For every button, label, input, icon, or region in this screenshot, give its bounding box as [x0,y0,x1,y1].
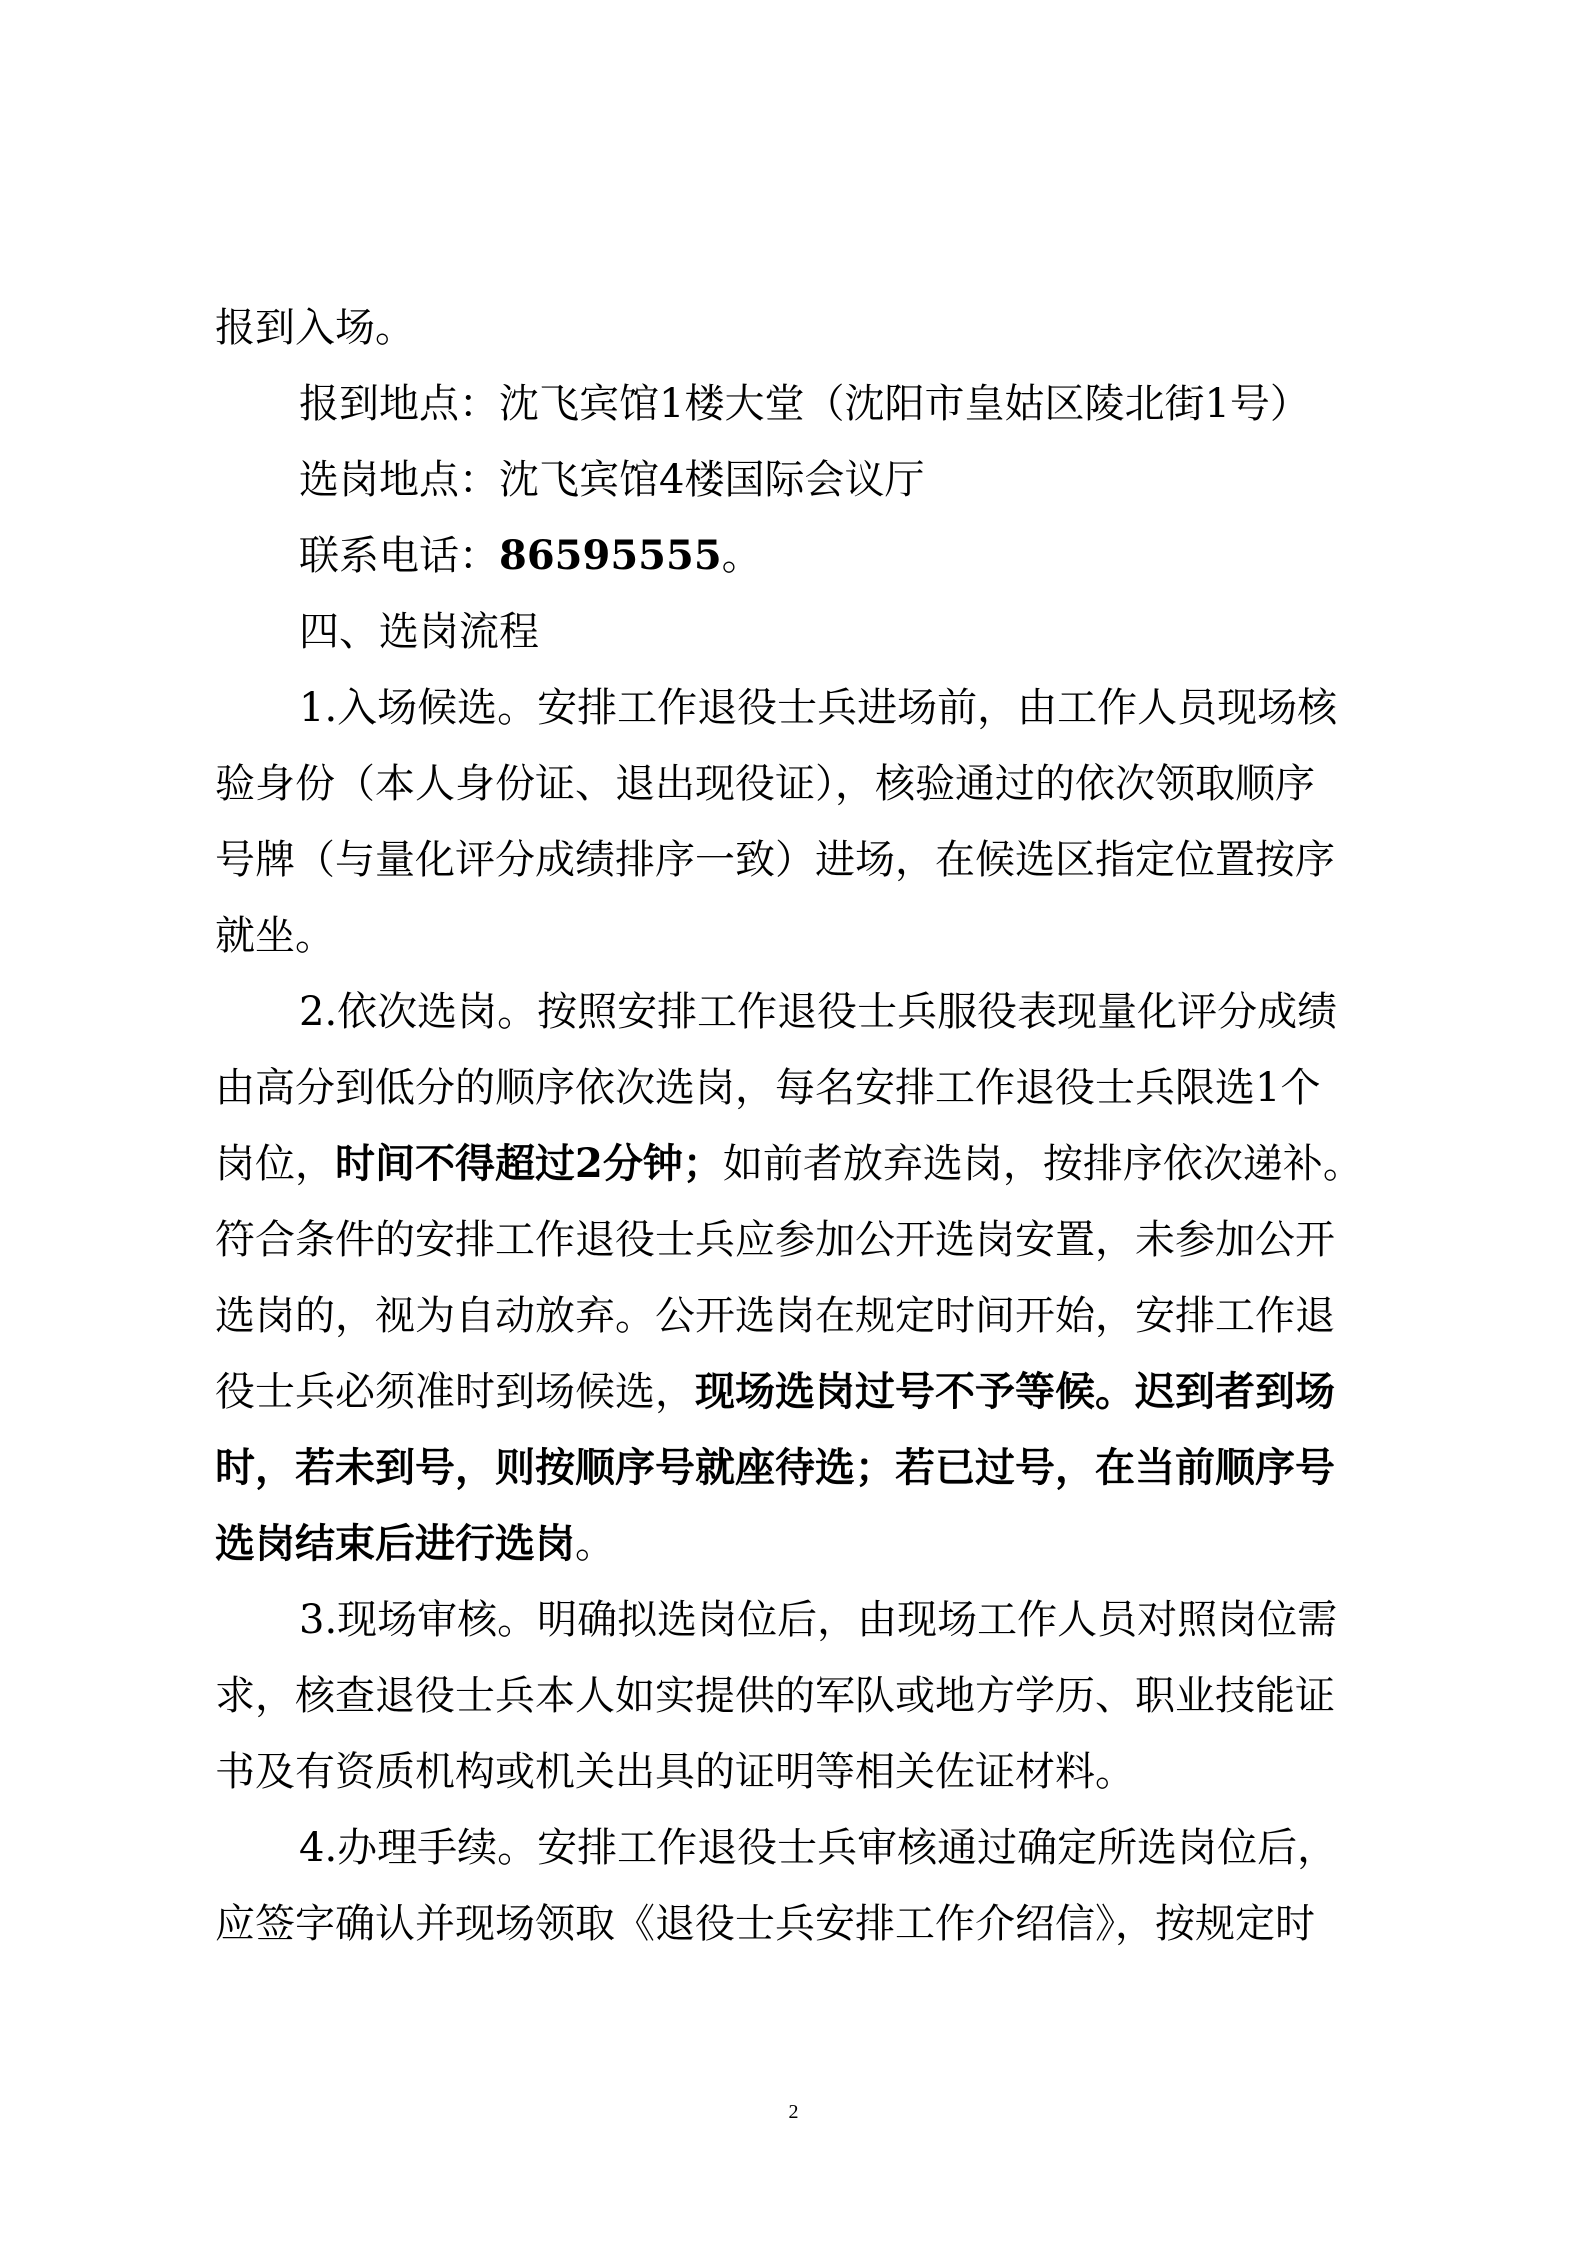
paragraph-2-line: 由高分到低分的顺序依次选岗，每名安排工作退役士兵限选1个 [215,1065,1321,1111]
contact-phone-line [215,518,1375,594]
selection-location-line [215,442,1375,518]
paragraph-1-line: 验身份（本人身份证、退出现役证），核验通过的依次领取顺序 [215,761,1315,807]
selection-location-value: 沈飞宾馆4楼国际会议厅 [499,457,925,503]
paragraph-3-line: 书及有资质机构或机关出具的证明等相关佐证材料。 [215,1749,1135,1795]
bold-text-segment: 现场选岗过号不予等候。迟到者到场 [695,1368,1335,1415]
bold-text-segment: 选岗结束后进行选岗 [215,1520,575,1567]
paragraph-4-line: 4.办理手续。安排工作退役士兵审核通过确定所选岗位后， [299,1825,1338,1871]
text-segment: 岗位， [215,1141,335,1187]
paragraph-1-line: 就坐。 [215,913,335,959]
contact-phone-label: 联系电话： [299,533,499,579]
paragraph-2-line [215,1126,1375,1202]
paragraph-2-line [215,1506,1375,1582]
text-segment: 役士兵必须准时到场候选， [215,1369,695,1415]
paragraph-1-line: 1.入场候选。安排工作退役士兵进场前，由工作人员现场核 [299,685,1338,731]
report-location-line [215,366,1375,442]
page-number: 2 [788,2101,799,2123]
contact-phone-number: 86595555 [499,532,722,579]
report-location-value: 沈飞宾馆1楼大堂（沈阳市皇姑区陵北街1号） [499,381,1310,427]
paragraph-2-line: 时，若未到号，则按顺序号就座待选；若已过号，在当前顺序号 [215,1444,1335,1491]
section-heading: 四、选岗流程 [299,609,539,655]
paragraph-2-line: 2.依次选岗。按照安排工作退役士兵服役表现量化评分成绩 [299,989,1338,1035]
selection-location-label: 选岗地点： [299,457,499,503]
paragraph-3-line: 3.现场审核。明确拟选岗位后，由现场工作人员对照岗位需 [299,1597,1338,1643]
paragraph-1-line: 号牌（与量化评分成绩排序一致）进场，在候选区指定位置按序 [215,837,1335,883]
contact-phone-period: 。 [721,533,762,579]
paragraph-2-line: 符合条件的安排工作退役士兵应参加公开选岗安置，未参加公开 [215,1217,1335,1263]
paragraph-2-line [215,1354,1375,1430]
paragraph-3-line: 求，核查退役士兵本人如实提供的军队或地方学历、职业技能证 [215,1673,1335,1719]
bold-text-segment: 时间不得超过2分钟； [335,1140,723,1187]
report-location-label: 报到地点： [299,381,499,427]
paragraph-4-line: 应签字确认并现场领取《退役士兵安排工作介绍信》，按规定时 [215,1901,1315,1947]
text-segment: 如前者放弃选岗，按排序依次递补。 [722,1141,1363,1187]
document-body [215,290,1375,1962]
text-line: 报到入场。 [215,305,415,351]
text-segment: 。 [575,1521,615,1567]
paragraph-2-line: 选岗的，视为自动放弃。公开选岗在规定时间开始，安排工作退 [215,1293,1335,1339]
